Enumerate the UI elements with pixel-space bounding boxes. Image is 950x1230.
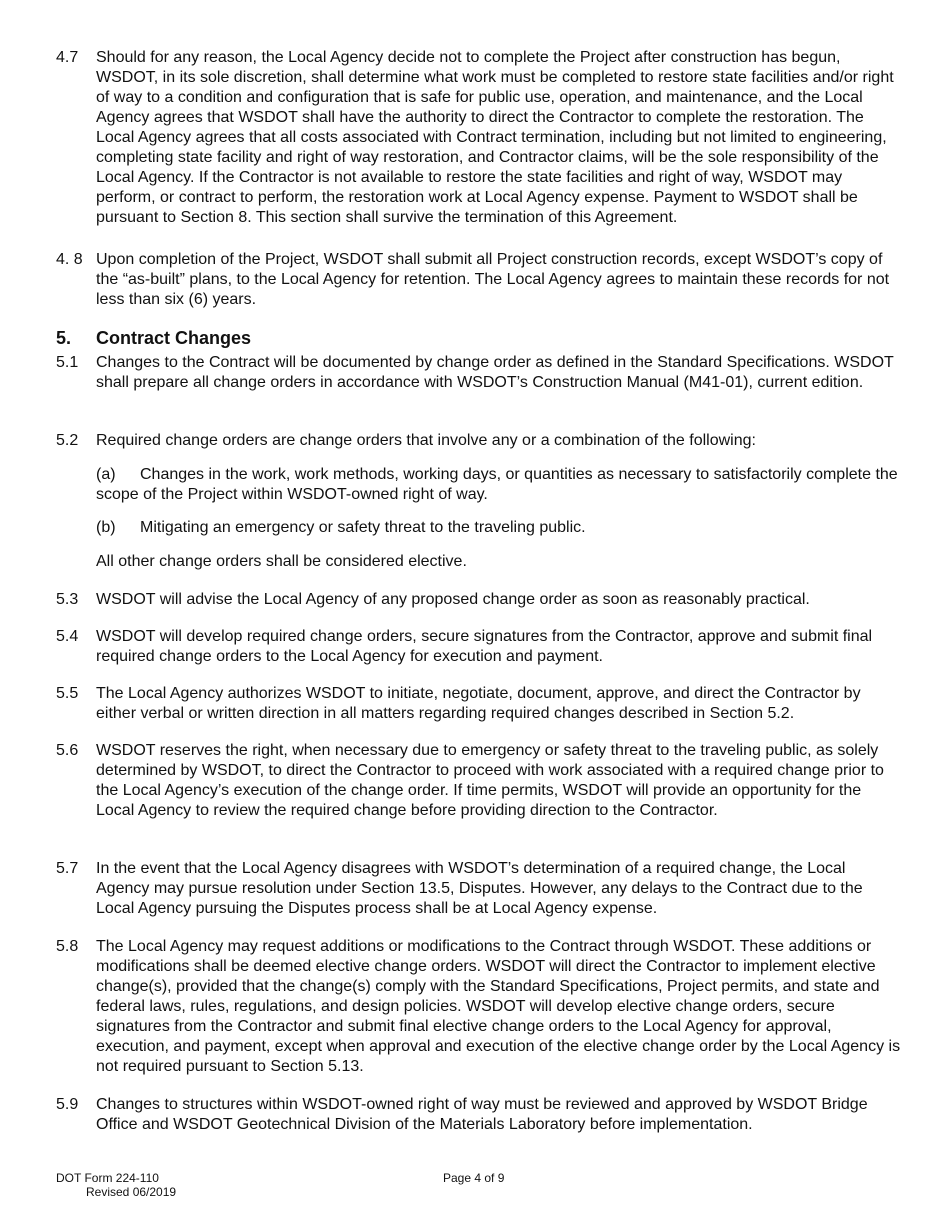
paragraph-text: Upon completion of the Project, WSDOT shall submit all Project construction records, except WSDOT’s copy of the “as-built” plans, to the Local Agency for retention. The Local Agency agrees to maintain these records for not less than six (6) years. — [96, 251, 890, 308]
section-title: Contract Changes — [96, 328, 252, 348]
footer-page-number: Page 4 of 9 — [443, 1171, 505, 1185]
paragraph-4-8 — [56, 250, 902, 310]
paragraph-5-5 — [56, 684, 902, 724]
paragraph-number: 5.1 — [56, 354, 79, 371]
paragraph-4-7 — [56, 48, 902, 228]
section-heading-5 — [56, 327, 251, 349]
paragraph-number: 5.5 — [56, 685, 79, 702]
paragraph-number: 4.7 — [56, 49, 79, 66]
subparagraph-5-2-a — [96, 465, 902, 505]
paragraph-number: 5.6 — [56, 742, 79, 759]
paragraph-5-2 — [56, 431, 902, 451]
paragraph-number: 5.3 — [56, 591, 79, 608]
paragraph-5-8 — [56, 937, 902, 1077]
paragraph-5-1 — [56, 353, 902, 393]
paragraph-number: 4. 8 — [56, 251, 83, 268]
subparagraph-5-2-b — [96, 518, 902, 538]
paragraph-5-6 — [56, 741, 902, 821]
footer-revised-date: Revised 06/2019 — [86, 1185, 177, 1199]
paragraph-text: WSDOT will develop required change orders, secure signatures from the Contractor, approve and submit final required change orders to the Local Agency for execution and payment. — [96, 628, 873, 665]
paragraph-text: In the event that the Local Agency disagrees with WSDOT’s determination of a required change, the Local Agency may pursue resolution under Section 13.5, Disputes. However, any delays to the Contract due to the Local Agency pursuing the Disputes process shall be at Local Agency expense. — [96, 860, 863, 917]
paragraph-5-9 — [56, 1095, 902, 1135]
elective-note: All other change orders shall be considered elective. — [96, 553, 467, 570]
paragraph-text: The Local Agency may request additions or modifications to the Contract through WSDOT. These additions or modifications shall be deemed elective change orders. WSDOT will direct the Contractor to implement elective change(s), provided that the change(s) comply with the Standard Specifications, Project permits, and state and federal laws, rules, regulations, and design policies. WSDOT will develop elective change orders, secure signatures from the Contractor and submit final elective change orders to the Local Agency for approval, execution, and payment, except when approval and execution of the elective change order by the Local Agency is not required pursuant to Section 5.13. — [96, 938, 901, 1075]
paragraph-number: 5.4 — [56, 628, 79, 645]
paragraph-5-7 — [56, 859, 902, 919]
paragraph-number: 5.2 — [56, 432, 79, 449]
paragraph-text: WSDOT will advise the Local Agency of any proposed change order as soon as reasonably practical. — [96, 591, 810, 608]
paragraph-text: The Local Agency authorizes WSDOT to initiate, negotiate, document, approve, and direct the Contractor by either verbal or written direction in all matters regarding required changes described in Section 5.2. — [96, 685, 861, 722]
paragraph-number: 5.8 — [56, 938, 79, 955]
section-number: 5. — [56, 328, 72, 348]
paragraph-5-4 — [56, 627, 902, 667]
paragraph-text: Required change orders are change orders that involve any or a combination of the following: — [96, 432, 756, 449]
subparagraph-text: Changes in the work, work methods, working days, or quantities as necessary to satisfactorily complete the scope of the Project within WSDOT-owned right of way. — [96, 466, 898, 503]
subparagraph-label: (a) — [96, 466, 116, 483]
paragraph-number: 5.9 — [56, 1096, 79, 1113]
paragraph-text: Changes to structures within WSDOT-owned right of way must be reviewed and approved by WSDOT Bridge Office and WSDOT Geotechnical Division of the Materials Laboratory before implementation. — [96, 1096, 868, 1133]
subparagraph-label: (b) — [96, 519, 116, 536]
paragraph-text: Should for any reason, the Local Agency decide not to complete the Project after construction has begun, WSDOT, in its sole discretion, shall determine what work must be completed to restore state facilities and/or right of way to a condition and configuration that is safe for public use, operation, and maintenance, and the Local Agency agrees that WSDOT shall have the authority to direct the Contractor to complete the restoration. The Local Agency agrees that all costs associated with Contract termination, including but not limited to engineering, completing state facility and right of way restoration, and Contractor claims, will be the sole responsibility of the Local Agency. If the Contractor is not available to restore the state facilities and right of way, WSDOT may perform, or contract to perform, the restoration work at Local Agency expense. Payment to WSDOT shall be pursuant to Section 8. This section shall survive the termination of this Agreement. — [96, 49, 894, 226]
paragraph-text: Changes to the Contract will be documented by change order as defined in the Standard Specifications. WSDOT shall prepare all change orders in accordance with WSDOT’s Construction Manual (M41-01), current edition. — [96, 354, 894, 391]
paragraph-text: WSDOT reserves the right, when necessary due to emergency or safety threat to the traveling public, as solely determined by WSDOT, to direct the Contractor to proceed with work associated with a required change prior to the Local Agency’s execution of the change order. If time permits, WSDOT will provide an opportunity for the Local Agency to review the required change before providing direction to the Contractor. — [96, 742, 884, 819]
subparagraph-text: Mitigating an emergency or safety threat to the traveling public. — [140, 519, 586, 536]
footer-form-number: DOT Form 224-110 — [56, 1171, 159, 1185]
paragraph-number: 5.7 — [56, 860, 79, 877]
paragraph-5-3 — [56, 590, 902, 610]
